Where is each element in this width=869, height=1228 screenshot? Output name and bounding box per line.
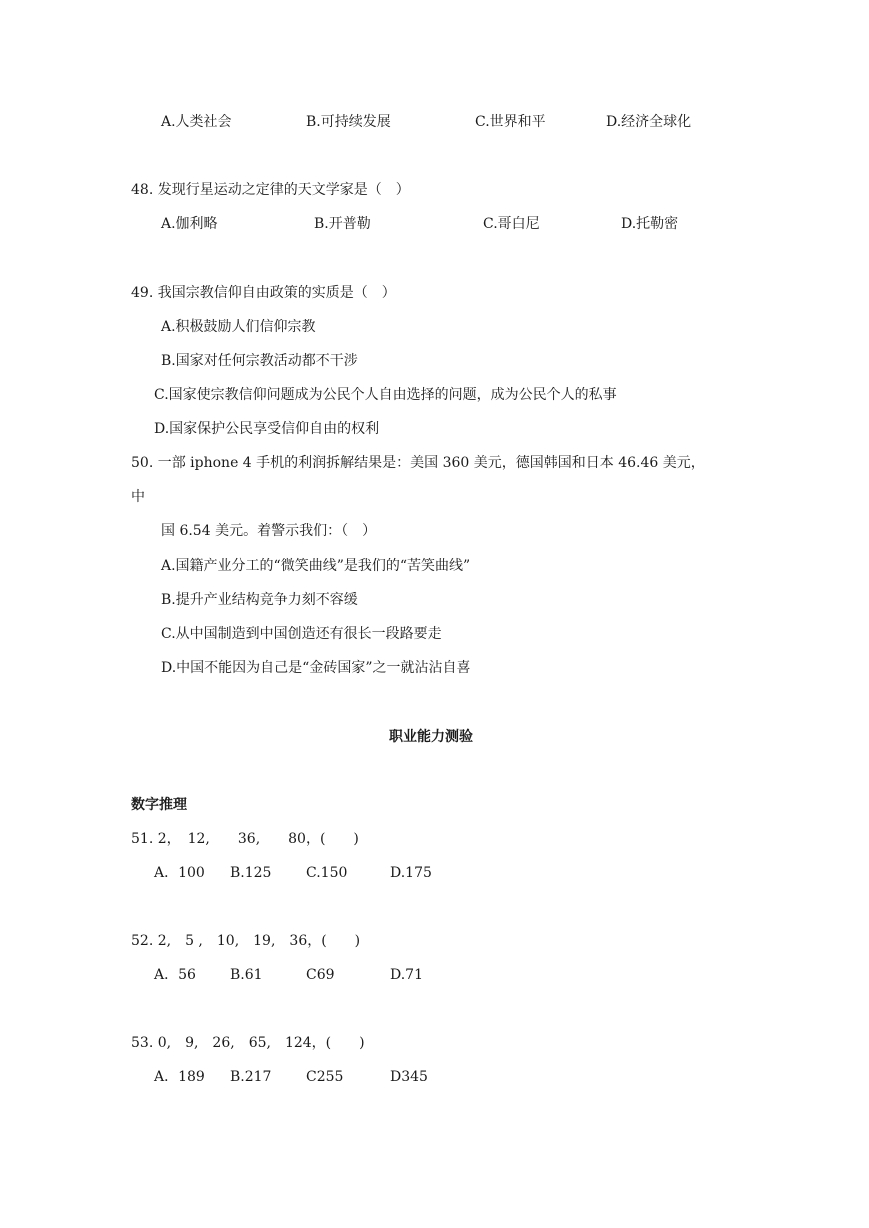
section-title: 职业能力测验 xyxy=(389,729,473,745)
q51-option-a: A．100 xyxy=(154,865,205,881)
q48-option-b: B.开普勒 xyxy=(314,216,371,232)
q53-option-b: B.217 xyxy=(230,1069,272,1085)
q48-option-c: C.哥白尼 xyxy=(483,216,540,232)
q51-option-b: B.125 xyxy=(230,865,272,881)
q50-option-b: B.提升产业结构竞争力刻不容缓 xyxy=(161,592,358,608)
q53-option-d: D345 xyxy=(390,1069,428,1085)
q49-option-a: A.积极鼓励人们信仰宗教 xyxy=(161,319,316,335)
q49-option-c: C.国家使宗教信仰问题成为公民个人自由选择的问题，成为公民个人的私事 xyxy=(154,387,617,403)
q51-option-c: C.150 xyxy=(306,865,348,881)
q53-option-a: A．189 xyxy=(154,1069,205,1085)
q51-stem: 51. 2， 12, 36, 80，( ) xyxy=(131,831,359,847)
q52-option-b: B.61 xyxy=(230,967,263,983)
subsection-title: 数字推理 xyxy=(131,797,187,813)
q47-option-c: C.世界和平 xyxy=(475,114,546,130)
q48-option-a: A.伽利略 xyxy=(161,216,218,232)
q53-stem: 53. 0, 9, 26, 65, 124，( ) xyxy=(131,1035,365,1051)
q48-option-d: D.托勒密 xyxy=(621,216,679,232)
q50-option-c: C.从中国制造到中国创造还有很长一段路要走 xyxy=(161,626,442,642)
q50-option-a: A.国籍产业分工的“微笑曲线”是我们的“苦笑曲线” xyxy=(161,558,471,574)
q49-stem: 49. 我国宗教信仰自由政策的实质是（ ） xyxy=(131,285,396,301)
q47-option-d: D.经济全球化 xyxy=(606,114,692,130)
q47-option-b: B.可持续发展 xyxy=(306,114,391,130)
q50-stem-line2: 中 xyxy=(131,489,145,505)
q50-stem-line3: 国 6.54 美元。着警示我们：（ ） xyxy=(161,523,377,539)
q52-option-a: A．56 xyxy=(154,967,196,983)
q47-option-a: A.人类社会 xyxy=(161,114,232,130)
q51-option-d: D.175 xyxy=(390,865,432,881)
q49-option-d: D.国家保护公民享受信仰自由的权利 xyxy=(154,421,380,437)
q49-option-b: B.国家对任何宗教活动都不干涉 xyxy=(161,353,358,369)
q53-option-c: C255 xyxy=(306,1069,344,1085)
q52-option-c: C69 xyxy=(306,967,335,983)
q52-stem: 52. 2, 5 , 10, 19, 36，( ) xyxy=(131,933,361,949)
q52-option-d: D.71 xyxy=(390,967,423,983)
q50-stem-line1: 50. 一部 iphone 4 手机的利润拆解结果是：美国 360 美元，德国韩国和日本 46.46 美元， xyxy=(131,455,705,471)
q48-stem: 48. 发现行星运动之定律的天文学家是（ ） xyxy=(131,182,410,198)
q50-option-d: D.中国不能因为自己是“金砖国家”之一就沾沾自喜 xyxy=(161,660,471,676)
